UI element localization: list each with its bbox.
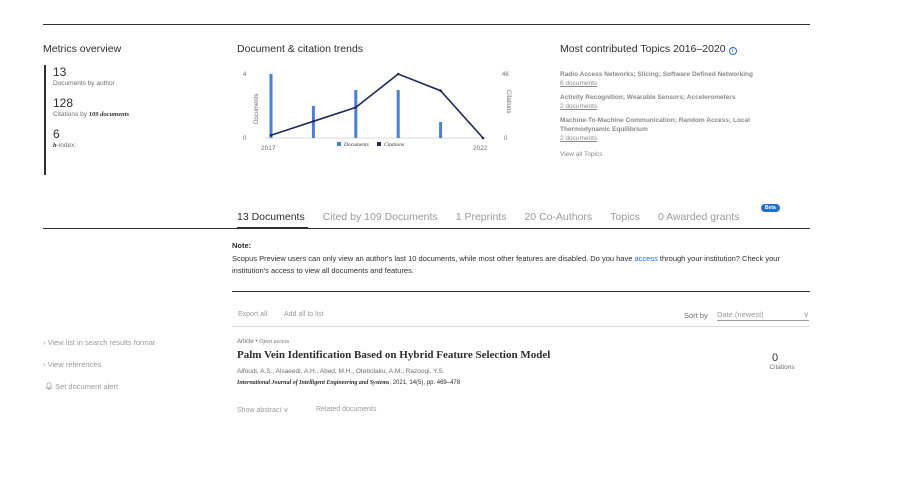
related-documents-link[interactable]: Related documents xyxy=(316,406,377,413)
view-all-topics-link[interactable]: View all Topics xyxy=(560,151,603,158)
y-left-axis-label: Documents xyxy=(254,93,260,124)
legend-documents-label: Documents xyxy=(344,142,369,148)
chart-marks xyxy=(265,73,487,140)
doc-journal: International Journal of Intelligent Engineering and Systems, 2021, 14(5), pp. 469–478 xyxy=(237,380,461,386)
tab-co-authors[interactable]: 20 Co-Authors xyxy=(524,211,593,223)
export-all-button[interactable]: Export all xyxy=(238,311,268,318)
topic-title: Activity Recognition; Wearable Sensors; Accelerometers xyxy=(560,94,736,101)
y-right-min-tick: 0 xyxy=(504,136,508,142)
topic-title: Radio Access Networks; Slicing; Software Defined Networking xyxy=(560,71,753,78)
chevron-right-icon: › xyxy=(43,338,46,347)
topic-docs-link[interactable]: 2 documents xyxy=(560,135,598,142)
legend-documents-swatch xyxy=(337,142,341,146)
chevron-down-icon: ∨ xyxy=(283,407,289,414)
access-link[interactable]: access xyxy=(634,254,658,263)
tab-bar xyxy=(237,211,757,223)
add-all-to-list-button[interactable]: Add all to list xyxy=(284,311,324,318)
tab-cited-by[interactable]: Cited by 109 Documents xyxy=(322,211,438,223)
x-start-tick: 2017 xyxy=(261,145,276,152)
metrics-panel xyxy=(44,65,184,175)
sort-select[interactable] xyxy=(717,310,809,321)
y-left-max-tick: 4 xyxy=(243,72,247,78)
note-divider xyxy=(232,291,810,292)
citations-count: 0 xyxy=(772,352,779,364)
hindex-letter: h xyxy=(53,142,57,149)
info-icon[interactable]: i xyxy=(729,47,737,55)
active-tab-indicator xyxy=(237,227,308,229)
documents-bar[interactable] xyxy=(397,90,400,138)
note-text: Scopus Preview users can only view an author's last 10 documents, while most other features are disabled. Do you have access through your institution? Check your institution's access to view all documents and features. xyxy=(232,254,780,275)
documents-bar[interactable] xyxy=(354,90,357,138)
set-alert-link[interactable]: Set document alert xyxy=(45,382,118,391)
citations-label: Citations by 109 documents xyxy=(53,111,130,118)
doc-authors[interactable]: Alfoudi, A.S., Alsaeedi, A.H., Abed, M.H., Otebolaku, A.M., Razooqi, Y.S. xyxy=(237,368,445,375)
tab-documents[interactable]: 13 Documents xyxy=(237,211,305,223)
chevron-down-icon: ∨ xyxy=(803,310,809,319)
toolbar-divider xyxy=(232,326,810,327)
tab-awarded-grants[interactable]: 0 Awarded grants xyxy=(657,211,740,223)
trends-chart xyxy=(237,62,527,158)
citations-box xyxy=(762,352,802,371)
sort-label: Sort by xyxy=(684,311,708,320)
citations-point[interactable] xyxy=(482,137,485,140)
tabs-divider xyxy=(43,228,810,229)
citations-point[interactable] xyxy=(270,134,273,137)
tab-preprints[interactable]: 1 Preprints xyxy=(455,211,507,223)
view-list-link[interactable]: › View list in search results format xyxy=(43,338,155,347)
topic-docs-link[interactable]: 2 documents xyxy=(560,103,598,110)
citations-point[interactable] xyxy=(312,120,315,123)
documents-bar[interactable] xyxy=(270,74,273,138)
bell-icon xyxy=(45,382,53,390)
open-access-label: Open access xyxy=(259,339,290,345)
top-divider xyxy=(43,24,810,25)
metrics-title: Metrics overview xyxy=(43,43,122,55)
x-end-tick: 2022 xyxy=(473,145,488,152)
citations-line xyxy=(271,74,483,138)
citations-point[interactable] xyxy=(439,89,442,92)
citations-point[interactable] xyxy=(355,106,358,109)
note-title: Note: xyxy=(232,241,252,250)
journal-name[interactable]: International Journal of Intelligent Engineering and Systems xyxy=(237,380,390,386)
topics-list xyxy=(560,70,800,158)
doc-type: Article • Open access xyxy=(237,339,290,345)
citations-point[interactable] xyxy=(397,73,400,76)
citations-docs: 109 documents xyxy=(88,111,130,118)
y-left-min-tick: 0 xyxy=(243,136,247,142)
sidebar-divider xyxy=(43,330,223,331)
topic-docs-link[interactable]: 6 documents xyxy=(560,80,598,87)
documents-count[interactable]: 13 xyxy=(53,65,67,79)
sort-value: Date (newest) xyxy=(717,310,764,319)
trends-title: Document & citation trends xyxy=(237,43,364,55)
legend-citations-label: Citations xyxy=(384,142,405,148)
y-right-axis-label: Citations xyxy=(505,90,511,114)
documents-label: Documents by author xyxy=(53,80,115,87)
citations-count[interactable]: 128 xyxy=(53,96,74,110)
doc-title-link[interactable]: Palm Vein Identification Based on Hybrid Feature Selection Model xyxy=(237,349,551,361)
legend-citations-swatch xyxy=(377,142,381,146)
citations-label: Citations xyxy=(769,364,795,371)
documents-bar[interactable] xyxy=(439,122,442,138)
view-references-link[interactable]: › View references xyxy=(43,360,102,369)
tab-topics[interactable]: Topics xyxy=(610,211,640,223)
y-right-max-tick: 46 xyxy=(502,72,509,78)
hindex-value[interactable]: 6 xyxy=(53,127,60,141)
show-abstract-button[interactable]: Show abstract ∨ xyxy=(237,407,289,414)
hindex-label: h-index: xyxy=(53,142,77,149)
chevron-right-icon: › xyxy=(43,360,46,369)
beta-badge: Beta xyxy=(761,204,780,212)
topic-title: Machine-To-Machine Communication; Random Access; Local Thermodynamic Equilibrium xyxy=(560,117,750,133)
topics-title: Most contributed Topics 2016–2020 i xyxy=(560,43,737,55)
